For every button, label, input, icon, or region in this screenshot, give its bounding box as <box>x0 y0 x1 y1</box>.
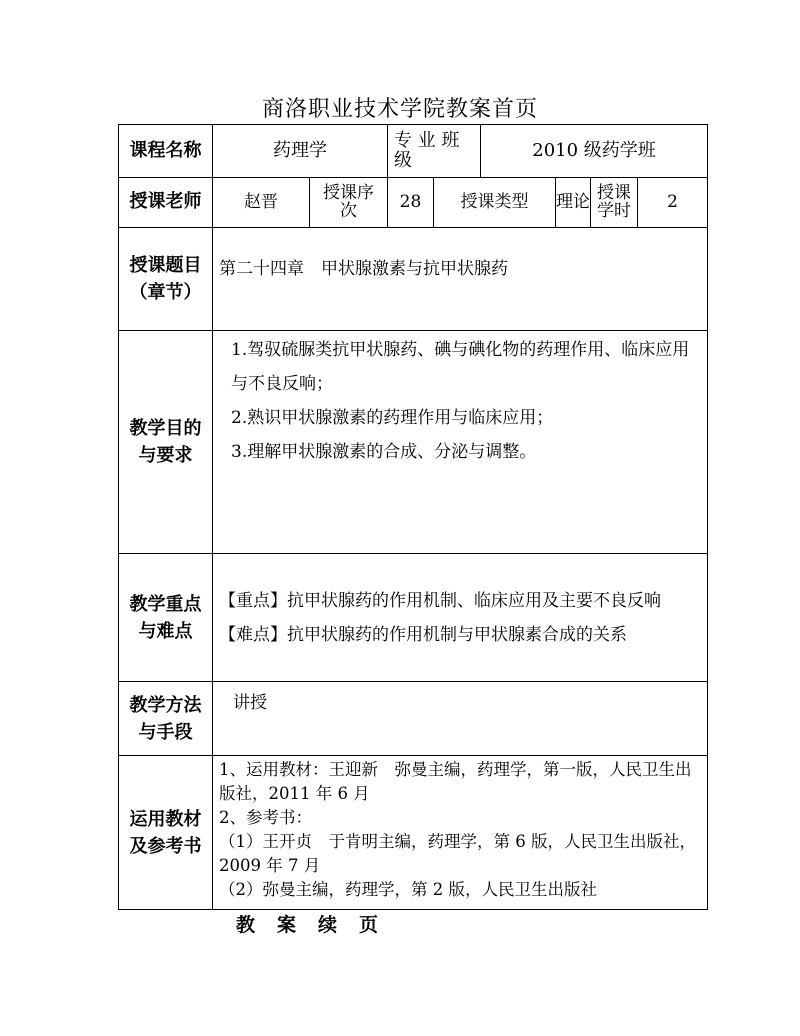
difficult-point: 【难点】抗甲状腺药的作用机制与甲状腺素合成的关系 <box>219 624 627 645</box>
ref-line: （1）王开贞 于肯明主编，药理学，第 6 版，人民卫生出版社，2009 年 7 月 <box>219 831 696 875</box>
lesson-plan-table <box>118 124 708 910</box>
teacher-row <box>119 178 708 228</box>
topic-value: 第二十四章 甲状腺激素与抗甲状腺药 <box>213 228 708 331</box>
type-label: 授课类型 <box>434 178 556 228</box>
goals-row <box>119 331 708 554</box>
course-label: 课程名称 <box>119 125 213 178</box>
goals-label: 教学目的与要求 <box>119 331 213 554</box>
keypoints-label: 教学重点与难点 <box>119 554 213 682</box>
method-row <box>119 682 708 756</box>
goal-item: 3.理解甲状腺激素的合成、分泌与调整。 <box>231 442 537 462</box>
ref-line: 1、运用教材：王迎新 弥曼主编，药理学，第一版，人民卫生出版社，2011 年 6 月 <box>219 760 692 803</box>
ref-line: （2）弥曼主编，药理学，第 2 版，人民卫生出版社 <box>219 879 597 899</box>
seq-label: 授课序次 <box>310 178 388 228</box>
hours-value: 2 <box>638 178 708 228</box>
page-title: 商洛职业技术学院教案首页 <box>261 97 538 122</box>
seq-value: 28 <box>388 178 434 228</box>
topic-label: 授课题目（章节） <box>119 228 213 331</box>
keypoints-row <box>119 554 708 682</box>
refs-list <box>213 756 708 910</box>
continuation-heading: 教案续页 <box>236 914 401 936</box>
goal-item: 2.熟识甲状腺激素的药理作用与临床应用； <box>231 408 554 428</box>
refs-row <box>119 756 708 910</box>
ref-line: 2、参考书： <box>219 807 312 827</box>
type-value: 理论 <box>556 178 591 228</box>
teacher-label: 授课老师 <box>119 178 213 228</box>
course-value: 药理学 <box>213 125 388 178</box>
class-value: 2010 级药学班 <box>481 125 708 178</box>
class-label: 专 业 班级 <box>388 125 481 178</box>
topic-row <box>119 228 708 331</box>
refs-label: 运用教材及参考书 <box>119 756 213 910</box>
teacher-value: 赵晋 <box>213 178 310 228</box>
goals-list <box>213 331 708 554</box>
method-value: 讲授 <box>213 682 708 756</box>
course-row <box>119 125 708 178</box>
method-label: 教学方法与手段 <box>119 682 213 756</box>
hours-label: 授课学时 <box>591 178 638 228</box>
keypoints-content <box>213 554 708 682</box>
key-point: 【重点】抗甲状腺药的作用机制、临床应用及主要不良反响 <box>219 590 661 611</box>
goal-item: 1.驾驭硫脲类抗甲状腺药、碘与碘化物的药理作用、临床应用与不良反响； <box>231 340 690 394</box>
